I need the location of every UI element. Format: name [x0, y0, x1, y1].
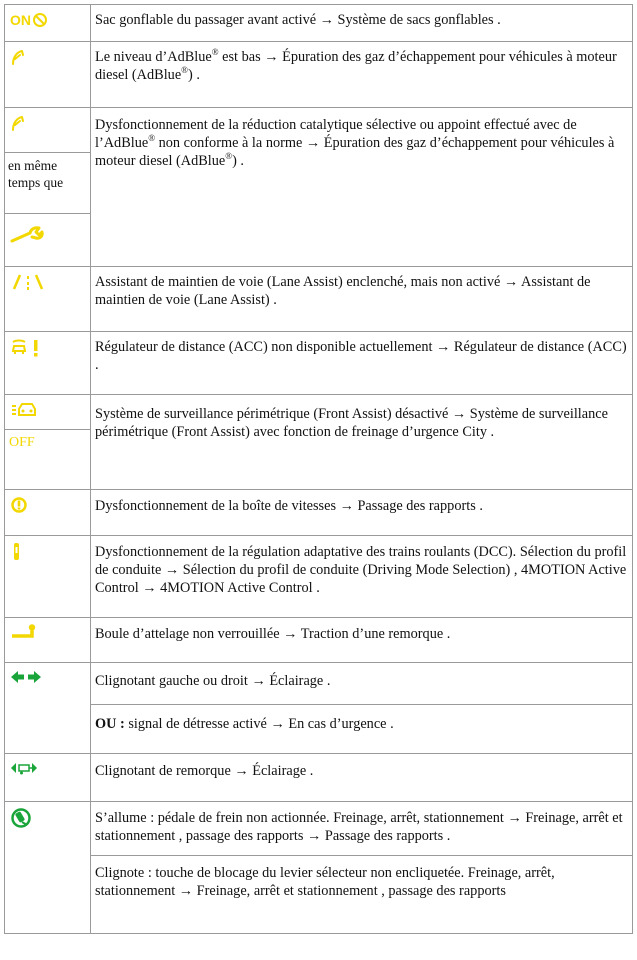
registered-mark: ® — [211, 47, 219, 58]
table-row — [5, 5, 633, 42]
description-cell — [91, 754, 633, 802]
description-text: ) . — [188, 67, 200, 83]
adblue-icon — [5, 42, 90, 70]
table-row — [5, 536, 633, 618]
icon-cell — [5, 42, 91, 108]
description-text: est bas → Épuration des gaz d’échappement pour véhicules à moteur diesel (AdBlue — [95, 49, 617, 83]
description-cell — [91, 5, 633, 42]
description-text: Régulateur de distance (ACC) non disponible actuellement → Régulateur de distance (ACC) . — [95, 339, 627, 373]
wrench-icon — [5, 214, 90, 248]
table-row — [5, 332, 633, 395]
icon-cell — [5, 663, 91, 754]
description-cell — [91, 618, 633, 663]
description-text: Dysfonctionnement de la réduction catalytique sélective ou appoint effectué avec de l’AdBlue — [95, 117, 577, 151]
description-text: signal de détresse activé → En cas d’urgence . — [124, 716, 394, 732]
description-cell — [91, 332, 633, 395]
adblue-icon — [5, 108, 90, 152]
description-text: Dysfonctionnement de la régulation adaptative des trains roulants (DCC). Sélection du profil de conduite → Sélection du profil de conduite (Driving Mode Selection) , 4MOTION Active Control → 4MOTION Active Control . — [95, 544, 627, 596]
description-text: Système de surveillance périmétrique (Front Assist) désactivé → Système de surveillance périmétrique (Front Assist) avec fonction de freinage d’urgence City . — [95, 406, 608, 440]
description-text: ) . — [232, 153, 244, 169]
description-text: Clignotant de remorque → Éclairage . — [95, 763, 314, 779]
table-row — [5, 754, 633, 802]
alternative-text — [91, 704, 632, 733]
table-row — [5, 663, 633, 754]
description-text: Sac gonflable du passager avant activé → Système de sacs gonflables . — [95, 12, 501, 28]
table-row — [5, 490, 633, 536]
icon-cell — [5, 490, 91, 536]
description-cell — [91, 663, 633, 754]
description-text: non conforme à la norme → Épuration des gaz d’échappement pour véhicules à moteur diesel (AdBlue — [95, 135, 615, 169]
description-text: Clignotant gauche ou droit → Éclairage . — [95, 673, 331, 689]
trailer-signal-icon — [5, 754, 90, 780]
icon-cell — [5, 618, 91, 663]
off-indicator: OFF — [5, 429, 90, 463]
registered-mark: ® — [225, 151, 233, 162]
passenger-airbag-on-icon — [5, 5, 90, 32]
warning-lights-table — [4, 4, 633, 934]
icon-cell — [5, 267, 91, 332]
table-row — [5, 42, 633, 108]
description-cell — [91, 108, 633, 267]
table-row — [5, 618, 633, 663]
icon-cell — [5, 754, 91, 802]
icon-cell — [5, 332, 91, 395]
gearbox-icon — [5, 490, 90, 518]
table-row — [5, 267, 633, 332]
acc-warning-icon — [5, 332, 90, 362]
turn-signal-icon — [5, 663, 90, 689]
description-text: Boule d’attelage non verrouillée → Traction d’une remorque . — [95, 626, 451, 642]
registered-mark: ® — [148, 133, 156, 144]
lane-assist-icon — [5, 267, 90, 295]
table-row — [5, 802, 633, 934]
icon-cell — [5, 802, 91, 934]
description-cell — [91, 536, 633, 618]
description-cell — [91, 395, 633, 490]
registered-mark: ® — [181, 65, 189, 76]
description-text: Dysfonctionnement de la boîte de vitesses → Passage des rapports . — [95, 498, 483, 514]
description-text: S’allume : pédale de frein non actionnée. Freinage, arrêt, stationnement → Freinage, arrêt et stationnement , passage des rapports → Passage des rapports . — [95, 810, 623, 844]
svg-text:ON: ON — [10, 12, 31, 28]
wrench-cell — [5, 213, 90, 266]
front-assist-icon — [5, 395, 90, 429]
description-text: Assistant de maintien de voie (Lane Assist) enclenché, mais non activé → Assistant de maintien de voie (Lane Assist) . — [95, 274, 591, 308]
description-cell — [91, 42, 633, 108]
dcc-icon — [5, 536, 90, 566]
description-cell — [91, 802, 633, 934]
towbar-icon — [5, 618, 90, 644]
or-label: OU : — [95, 716, 125, 732]
brake-pedal-icon — [5, 802, 90, 832]
table-row — [5, 395, 633, 490]
icon-cell — [5, 395, 91, 490]
description-text: Clignote : touche de blocage du levier sélecteur non encliquetée. Freinage, arrêt, stationnement → Freinage, arrêt et stationnement , passage des rapports — [91, 855, 632, 900]
icon-cell — [5, 5, 91, 42]
description-text: Le niveau d’AdBlue — [95, 49, 212, 65]
description-cell — [91, 267, 633, 332]
icon-cell — [5, 108, 91, 267]
description-cell — [91, 490, 633, 536]
table-row — [5, 108, 633, 267]
icon-cell — [5, 536, 91, 618]
simultaneous-label: en même temps que — [5, 152, 90, 213]
